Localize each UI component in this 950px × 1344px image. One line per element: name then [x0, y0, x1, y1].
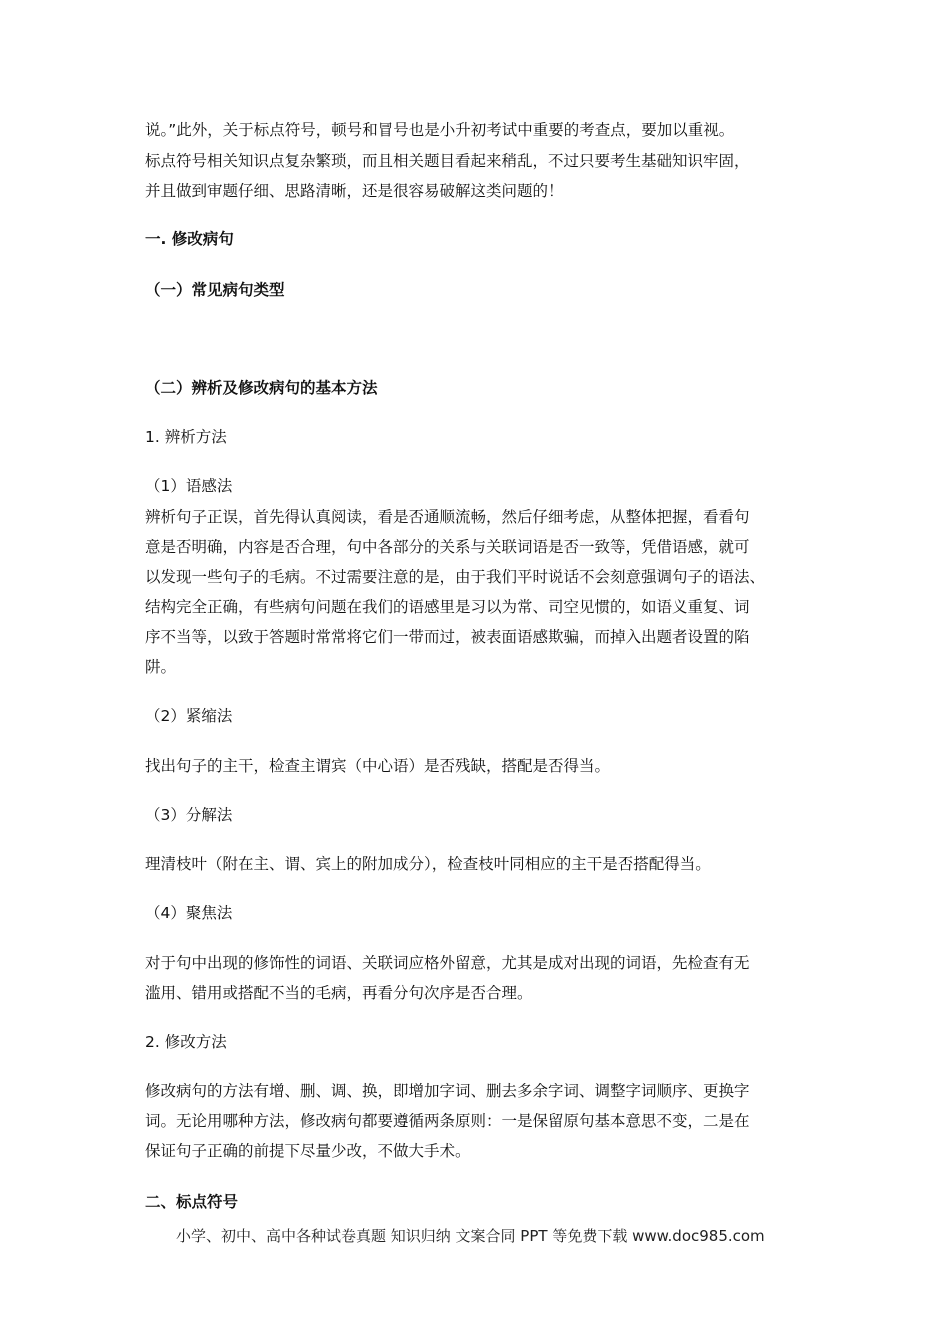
fix-line-2: 词。无论用哪种方法，修改病句都要遵循两条原则：一是保留原句基本意思不变，二是在 — [145, 1112, 750, 1130]
method-3-text: 理清枝叶（附在主、谓、宾上的附加成分），检查枝叶同相应的主干是否搭配得当。 — [145, 855, 711, 873]
intro-line-2: 标点符号相关知识点复杂繁琐，而且相关题目看起来稍乱，不过只要考生基础知识牢固， — [145, 152, 750, 170]
subsection-basic-methods: （二）辨析及修改病句的基本方法 — [145, 379, 378, 397]
method-4-line-2: 滥用、错用或搭配不当的毛病，再看分句次序是否合理。 — [145, 984, 533, 1002]
method-1-line-6: 阱。 — [145, 658, 177, 676]
method-4-line-1: 对于句中出现的修饰性的词语、关联词应格外留意，尤其是成对出现的词语，先检查有无 — [145, 954, 750, 972]
subsection-common-types: （一）常见病句类型 — [145, 281, 285, 299]
analysis-methods-heading: 1. 辨析方法 — [145, 428, 227, 446]
method-4-title: （4）聚焦法 — [145, 904, 233, 922]
footer-download-note: 小学、初中、高中各种试卷真题 知识归纳 文案合同 PPT 等免费下载 www.doc985.com — [176, 1227, 765, 1245]
fix-line-1: 修改病句的方法有增、删、调、换，即增加字词、删去多余字词、调整字词顺序、更换字 — [145, 1082, 750, 1100]
method-2-text: 找出句子的主干，检查主谓宾（中心语）是否残缺，搭配是否得当。 — [145, 757, 611, 775]
method-1-line-5: 序不当等，以致于答题时常常将它们一带而过，被表面语感欺骗，而掉入出题者设置的陷 — [145, 628, 750, 646]
method-1-title: （1）语感法 — [145, 477, 233, 495]
method-1-line-4: 结构完全正确，有些病句问题在我们的语感里是习以为常、司空见惯的，如语义重复、词 — [145, 598, 750, 616]
method-2-title: （2）紧缩法 — [145, 707, 233, 725]
method-1-line-1: 辨析句子正误，首先得认真阅读，看是否通顺流畅，然后仔细考虑，从整体把握，看看句 — [145, 508, 750, 526]
method-1-line-2: 意是否明确，内容是否合理，句中各部分的关系与关联词语是否一致等，凭借语感，就可 — [145, 538, 750, 556]
section-1-title: 一. 修改病句 — [145, 230, 234, 248]
fix-line-3: 保证句子正确的前提下尽量少改，不做大手术。 — [145, 1142, 471, 1160]
intro-line-1: 说。”此外，关于标点符号，顿号和冒号也是小升初考试中重要的考查点，要加以重视。 — [145, 121, 735, 139]
method-1-line-3: 以发现一些句子的毛病。不过需要注意的是，由于我们平时说话不会刻意强调句子的语法、 — [145, 568, 766, 586]
method-3-title: （3）分解法 — [145, 806, 233, 824]
fix-methods-heading: 2. 修改方法 — [145, 1033, 227, 1051]
intro-line-3: 并且做到审题仔细、思路清晰，还是很容易破解这类问题的！ — [145, 182, 564, 200]
section-2-title: 二、标点符号 — [145, 1193, 239, 1211]
